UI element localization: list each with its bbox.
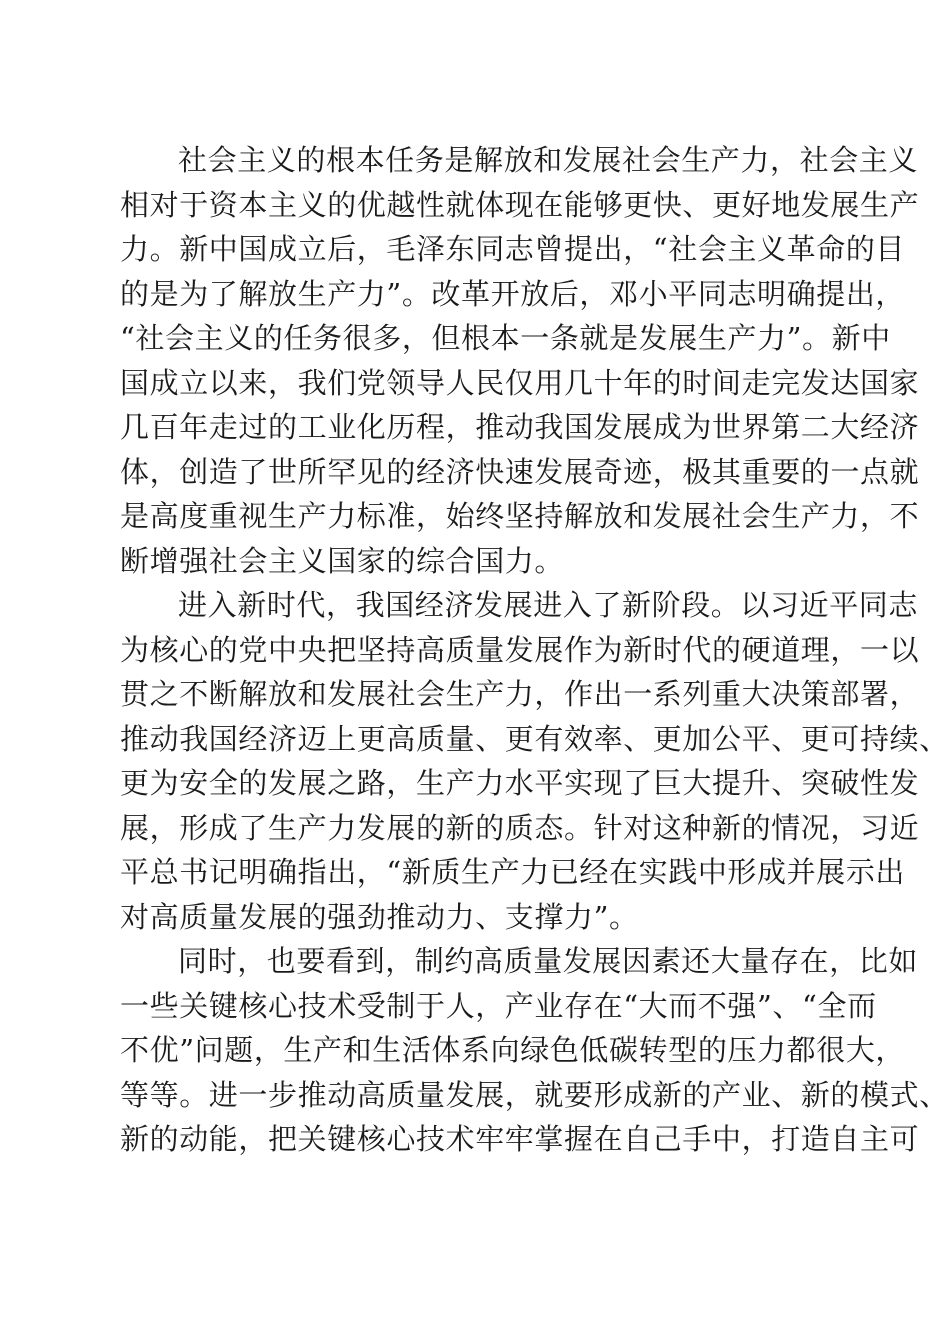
paragraph-1 [120,138,920,583]
text-line: 新的动能，把关键核心技术牢牢掌握在自己手中，打造自主可 [120,1122,920,1156]
text-line: 对高质量发展的强劲推动力、支撑力”。 [120,899,639,934]
text-line: 不优”问题，生产和生活体系向绿色低碳转型的压力都很大， [120,1033,906,1067]
text-line: 断增强社会主义国家的综合国力。 [120,543,565,578]
text-line: 社会主义的根本任务是解放和发展社会生产力，社会主义 [178,143,919,177]
text-line: 进入新时代，我国经济发展进入了新阶段。以习近平同志 [178,588,919,622]
body-text [120,138,949,1162]
text-line: 展，形成了生产力发展的新的质态。针对这种新的情况，习近 [120,810,920,845]
text-line: 等等。进一步推动高质量发展，就要形成新的产业、新的模式、 [120,1077,949,1112]
text-line: 的是为了解放生产力”。改革开放后，邓小平同志明确提出， [120,276,906,311]
text-line: 平总书记明确指出，“新质生产力已经在实践中形成并展示出 [120,855,906,889]
text-line: 贯之不断解放和发展社会生产力，作出一系列重大决策部署， [120,677,920,711]
text-line: 几百年走过的工业化历程，推动我国发展成为世界第二大经济 [120,410,920,444]
text-line: 相对于资本主义的优越性就体现在能够更快、更好地发展生产 [120,187,920,222]
text-line: 一些关键核心技术受制于人，产业存在“大而不强”、“全而 [120,988,877,1023]
text-line: 推动我国经济迈上更高质量、更有效率、更加公平、更可持续、 [120,721,949,756]
text-line: 为核心的党中央把坚持高质量发展作为新时代的硬道理，一以 [120,632,920,667]
paragraph-3 [120,939,949,1162]
text-line: 同时，也要看到，制约高质量发展因素还大量存在，比如 [178,944,919,978]
paragraph-2 [120,583,949,939]
text-line: 是高度重视生产力标准，始终坚持解放和发展社会生产力，不 [120,499,920,533]
text-line: 国成立以来，我们党领导人民仅用几十年的时间走完发达国家 [120,365,920,400]
text-line: 力。新中国成立后，毛泽东同志曾提出，“社会主义革命的目 [120,232,906,266]
text-line: “社会主义的任务很多，但根本一条就是发展生产力”。新中 [120,321,891,355]
text-line: 体，创造了世所罕见的经济快速发展奇迹，极其重要的一点就 [120,454,920,489]
text-line: 更为安全的发展之路，生产力水平实现了巨大提升、突破性发 [120,766,920,800]
